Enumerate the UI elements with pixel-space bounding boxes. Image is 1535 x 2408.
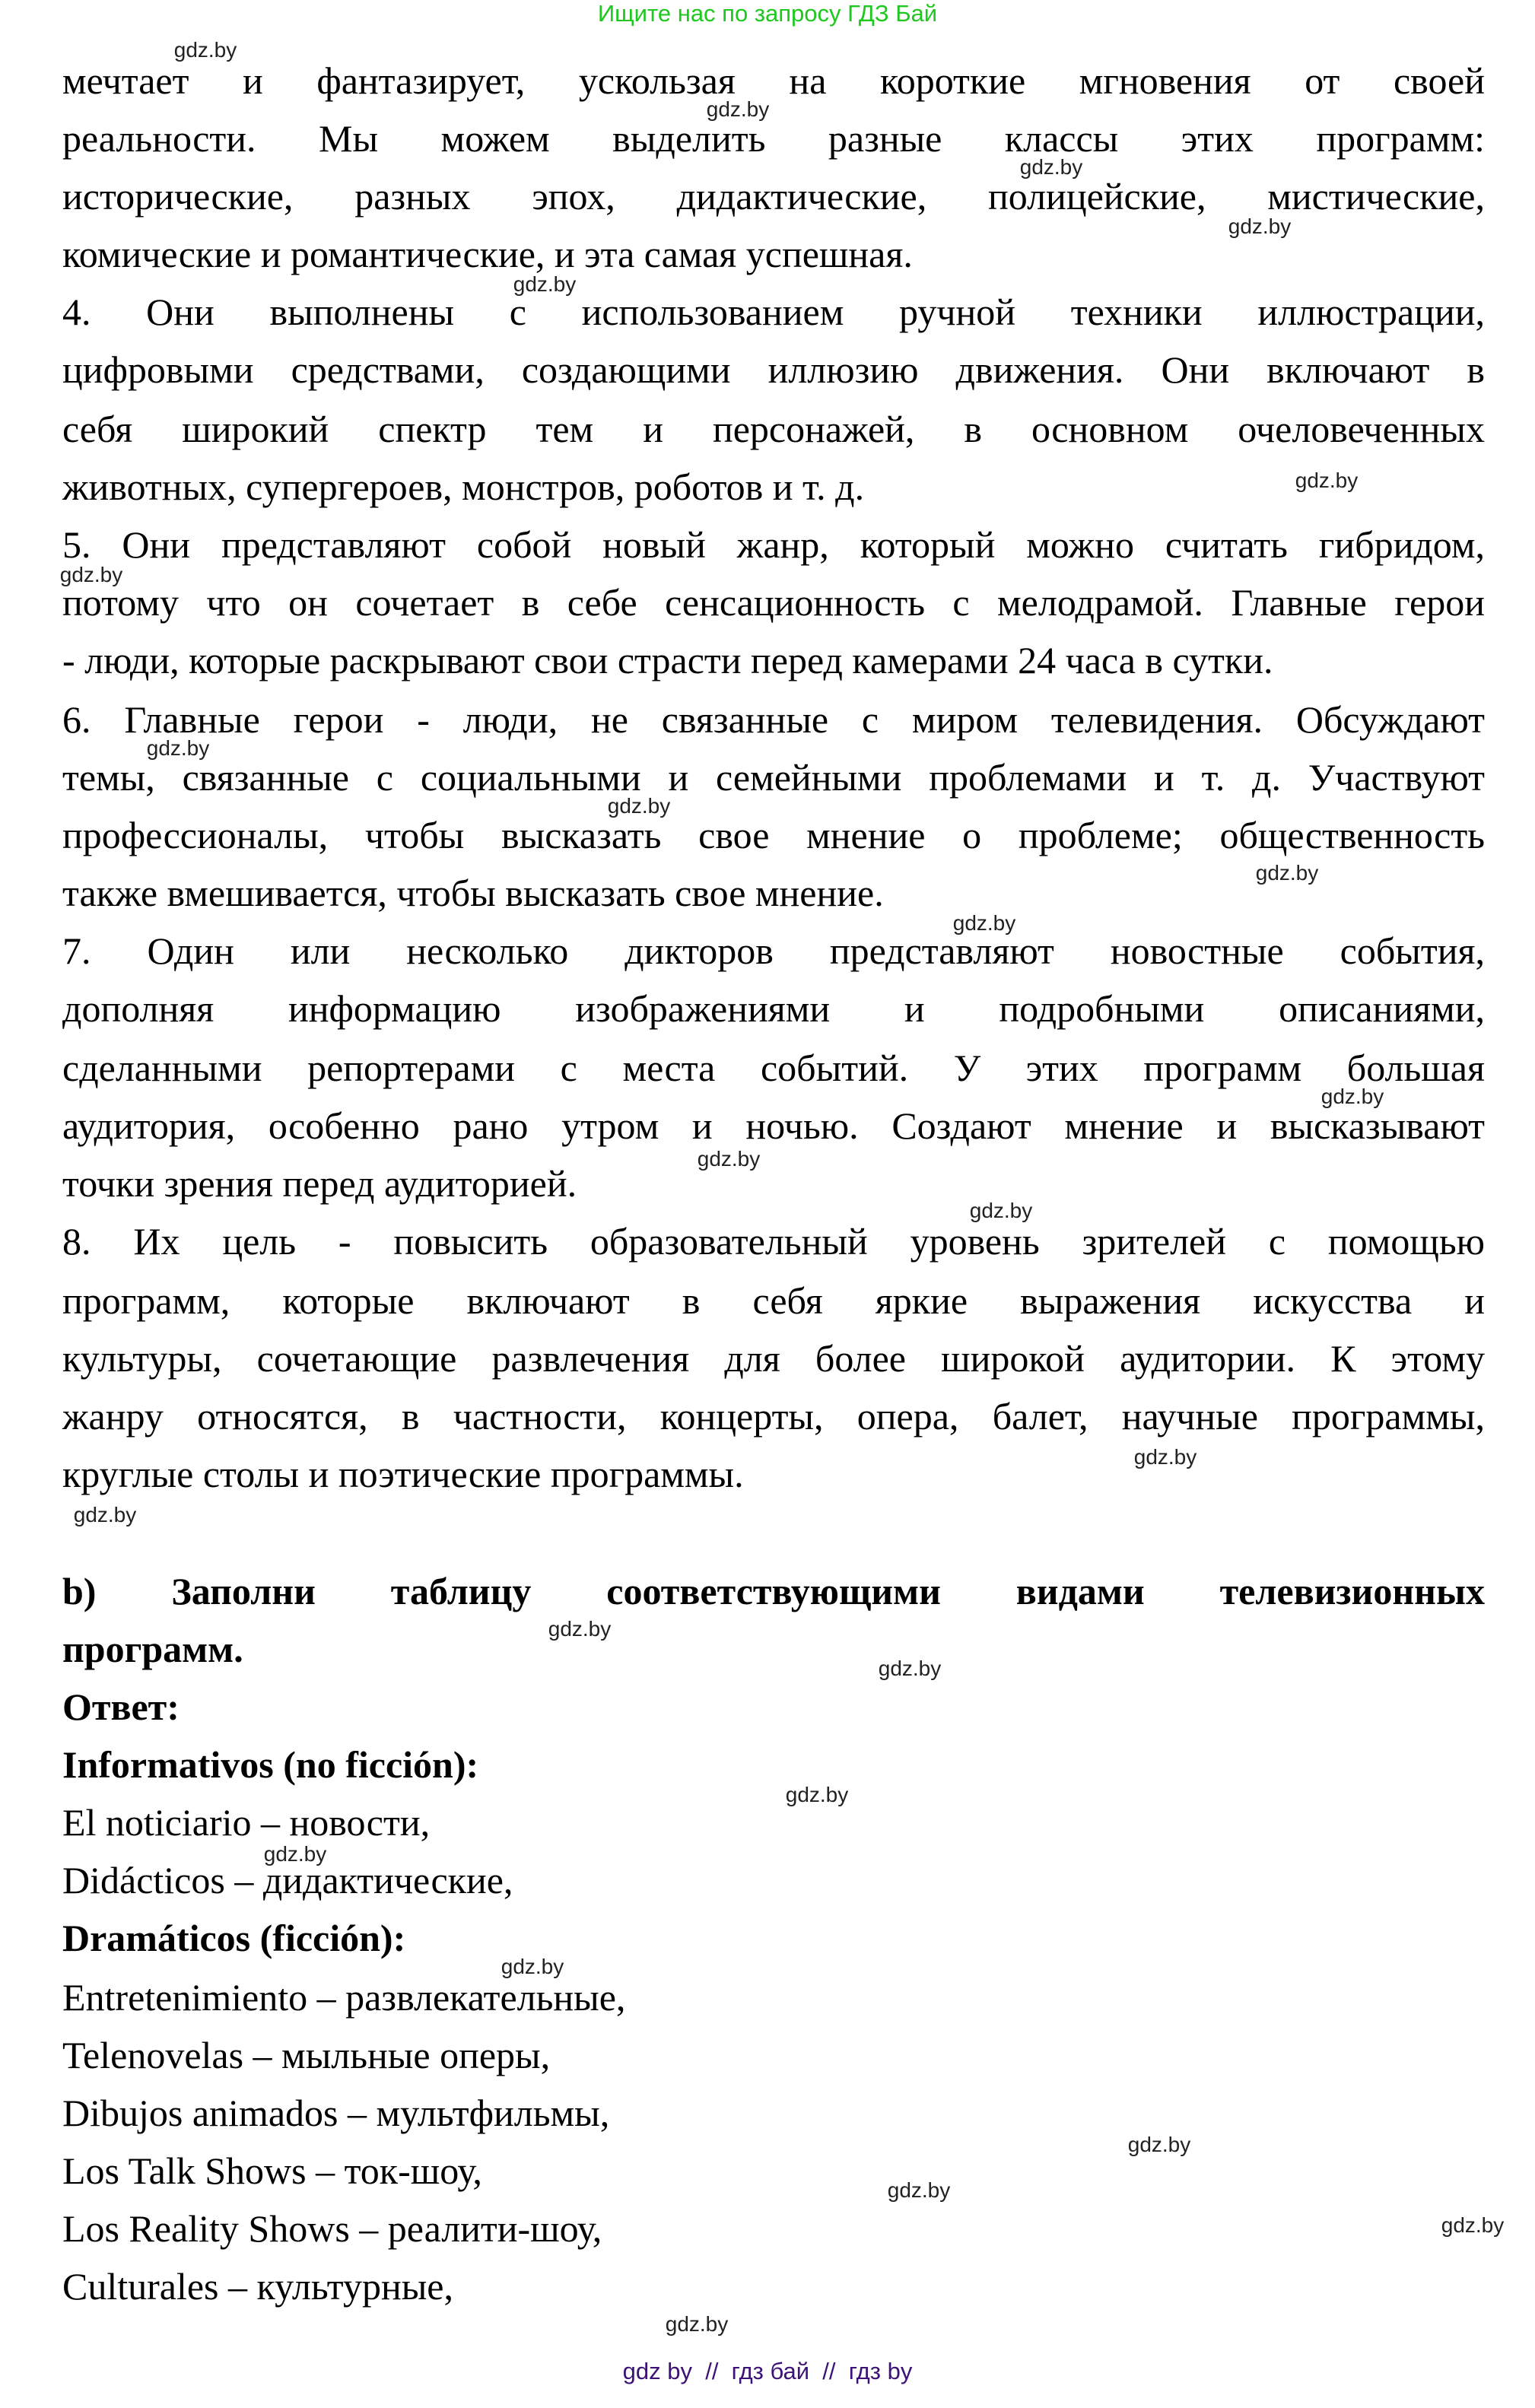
watermark-label: gdz.by [969,1199,1033,1222]
list-item: El noticiario – новости, [62,1801,431,1844]
watermark-label: gdz.by [697,1147,761,1171]
text-line: 6. Главные герои - люди, не связанные с миром телевидения. Обсуждают [62,698,1485,741]
task-title-line-2: программ. [62,1628,243,1670]
text-line: исторические, разных эпох, дидактические, полицейские, мистические, [62,175,1485,218]
text-line: реальности. Мы можем выделить разные классы этих программ: [62,117,1485,160]
list-item: Didácticos – дидактические, [62,1859,513,1901]
watermark-label: gdz.by [73,1503,137,1526]
text-line: - люди, которые раскрывают свои страсти перед камерами 24 часа в сутки. [62,639,1273,681]
watermark-label: gdz.by [1019,155,1083,179]
watermark-label: gdz.by [785,1783,849,1806]
watermark-label: gdz.by [607,794,671,818]
watermark-label: gdz.by [1127,2133,1191,2156]
list-item: Telenovelas – мыльные оперы, [62,2034,551,2076]
text-line: 5. Они представляют собой новый жанр, который можно считать гибридом, [62,523,1485,566]
text-line: точки зрения перед аудиторией. [62,1162,577,1205]
task-title-line-1: b) Заполни таблицу соответствующими видами телевизионных [62,1570,1485,1612]
informativos-heading: Informativos (no ficción): [62,1743,479,1786]
watermark-label: gdz.by [1295,469,1359,492]
text-line: себя широкий спектр тем и персонажей, в основном очеловеченных [62,408,1485,450]
text-line: программ, которые включают в себя яркие выражения искусства и [62,1279,1485,1322]
dramaticos-heading: Dramáticos (ficción): [62,1917,406,1959]
text-line: круглые столы и поэтические программы. [62,1453,744,1495]
list-item: Dibujos animados – мультфильмы, [62,2092,610,2134]
footer-links[interactable]: gdz by // гдз бай // гдз by [622,2358,913,2384]
watermark-label: gdz.by [548,1617,612,1641]
watermark-label: gdz.by [59,563,123,586]
text-line: 7. Один или несколько дикторов представляют новостные события, [62,929,1485,972]
watermark-label: gdz.by [878,1657,942,1680]
watermark-label: gdz.by [665,2312,729,2336]
watermark-label: gdz.by [173,38,237,62]
watermark-label: gdz.by [1441,2213,1505,2237]
watermark-label: gdz.by [513,272,577,296]
list-item: Los Talk Shows – ток-шоу, [62,2149,482,2192]
text-line: профессионалы, чтобы высказать свое мнение о проблеме; общественность [62,814,1485,856]
answer-label: Ответ: [62,1685,180,1728]
text-line: 8. Их цель - повысить образовательный уровень зрителей с помощью [62,1220,1485,1263]
text-line: также вмешивается, чтобы высказать свое мнение. [62,872,884,914]
text-line: аудитория, особенно рано утром и ночью. Создают мнение и высказывают [62,1104,1485,1147]
watermark-label: gdz.by [1133,1445,1197,1469]
search-banner[interactable]: Ищите нас по запросу ГДЗ Бай [597,0,938,27]
text-line: жанру относятся, в частности, концерты, опера, балет, научные программы, [62,1395,1485,1437]
watermark-label: gdz.by [706,97,770,121]
watermark-label: gdz.by [952,911,1016,935]
text-line: комические и романтические, и эта самая успешная. [62,233,913,275]
text-line: животных, супергероев, монстров, роботов и т. д. [62,465,865,508]
text-line: сделанными репортерами с места событий. У этих программ большая [62,1047,1485,1089]
watermark-label: gdz.by [263,1842,327,1866]
watermark-label: gdz.by [1228,214,1292,238]
text-line: 4. Они выполнены с использованием ручной техники иллюстрации, [62,291,1485,333]
list-item: Culturales – культурные, [62,2265,453,2308]
text-line: мечтает и фантазирует, ускользая на короткие мгновения от своей [62,59,1485,102]
list-item: Los Reality Shows – реалити-шоу, [62,2207,602,2250]
watermark-label: gdz.by [1320,1085,1384,1108]
list-item: Entretenimiento – развлекательные, [62,1976,626,2019]
watermark-label: gdz.by [1255,861,1319,885]
watermark-label: gdz.by [887,2178,951,2202]
text-line: цифровыми средствами, создающими иллюзию движения. Они включают в [62,348,1485,391]
watermark-label: gdz.by [501,1955,564,1978]
text-line: культуры, сочетающие развлечения для более широкой аудитории. К этому [62,1337,1485,1380]
watermark-label: gdz.by [146,736,210,760]
text-line: темы, связанные с социальными и семейными проблемами и т. д. Участвуют [62,756,1485,799]
text-line: потому что он сочетает в себе сенсационность с мелодрамой. Главные герои [62,581,1485,624]
text-line: дополняя информацию изображениями и подробными описаниями, [62,987,1485,1030]
